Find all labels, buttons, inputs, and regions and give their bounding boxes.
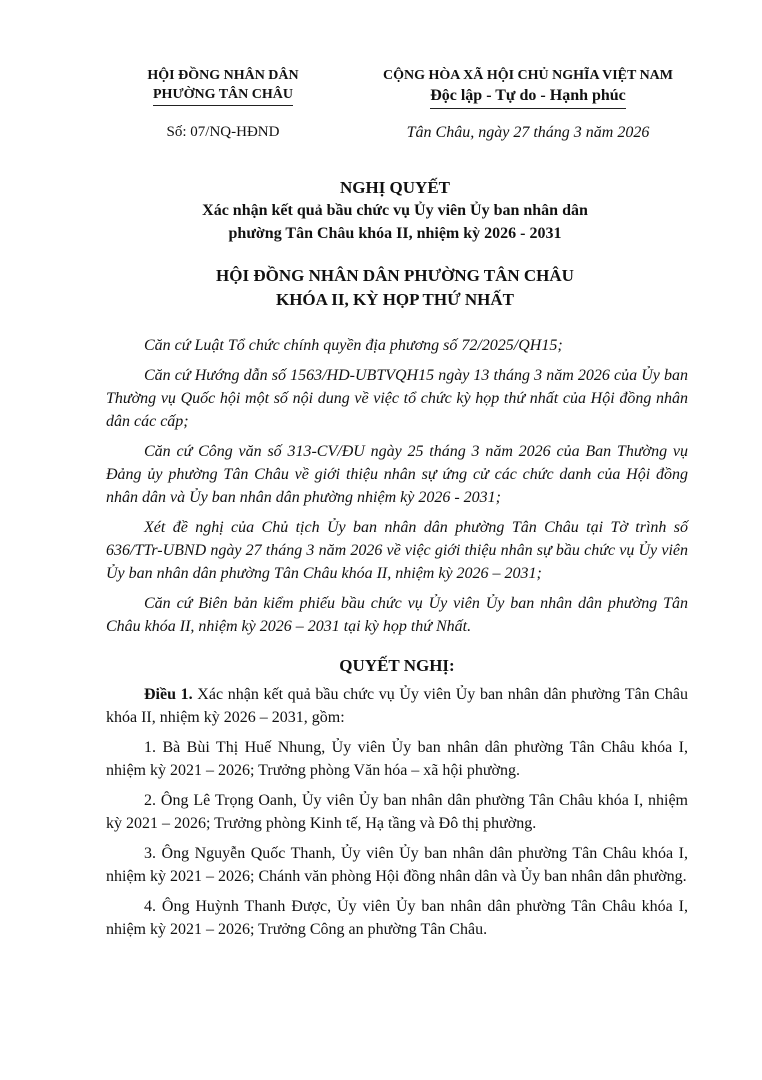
decided-heading: QUYẾT NGHỊ:	[339, 656, 455, 675]
document-number: Số: 07/NQ-HĐND	[166, 124, 280, 140]
issuing-authority	[108, 66, 338, 106]
document-body	[106, 334, 688, 948]
title-line-2: Xác nhận kết quả bầu chức vụ Ủy viên Ủy ban nhân dân	[202, 202, 588, 219]
basis-paragraph: Căn cứ Luật Tổ chức chính quyền địa phương số 72/2025/QH15;	[144, 337, 563, 354]
member-item: 4. Ông Huỳnh Thanh Được, Ủy viên Ủy ban nhân dân phường Tân Châu khóa I, nhiệm kỳ 2021 – 2026; Trưởng Công an phường Tân Châu.	[106, 898, 688, 938]
national-motto: Độc lập - Tự do - Hạnh phúc	[430, 85, 626, 109]
place-and-date: Tân Châu, ngày 27 tháng 3 năm 2026	[406, 124, 650, 141]
basis-paragraph: Căn cứ Biên bản kiểm phiếu bầu chức vụ Ủy viên Ủy ban nhân dân phường Tân Châu khóa II, nhiệm kỳ 2026 – 2031 tại kỳ họp thứ Nhất.	[106, 595, 688, 635]
title-line-1: NGHỊ QUYẾT	[339, 178, 451, 197]
member-item: 1. Bà Bùi Thị Huế Nhung, Ủy viên Ủy ban nhân dân phường Tân Châu khóa I, nhiệm kỳ 2021 – 2026; Trưởng phòng Văn hóa – xã hội phường.	[106, 739, 688, 779]
basis-paragraph: Căn cứ Hướng dẫn số 1563/HD-UBTVQH15 ngày 13 tháng 3 năm 2026 của Ủy ban Thường vụ Quốc hội một số nội dung về việc tổ chức kỳ họp thứ nhất của Hội đồng nhân dân các cấp;	[106, 367, 688, 430]
authority-line-1: HỘI ĐỒNG NHÂN DÂN	[147, 68, 299, 83]
council-line-2: KHÓA II, KỲ HỌP THỨ NHẤT	[275, 290, 515, 309]
document-title	[100, 176, 690, 245]
authority-line-2: PHƯỜNG TÂN CHÂU	[153, 85, 293, 106]
title-line-3: phường Tân Châu khóa II, nhiệm kỳ 2026 - 2031	[228, 225, 562, 242]
basis-paragraph: Căn cứ Công văn số 313-CV/ĐU ngày 25 tháng 3 năm 2026 của Ban Thường vụ Đảng ủy phường Tân Châu về giới thiệu nhân sự ứng cử các chức danh của Hội đồng nhân dân và Ủy ban nhân dân phường nhiệm kỳ 2026 - 2031;	[106, 443, 688, 506]
article-1-text: Xác nhận kết quả bầu chức vụ Ủy viên Ủy ban nhân dân phường Tân Châu khóa II, nhiệm kỳ 2026 – 2031, gồm:	[106, 686, 689, 726]
council-line-1: HỘI ĐỒNG NHÂN DÂN PHƯỜNG TÂN CHÂU	[216, 266, 574, 285]
council-heading	[100, 264, 690, 312]
basis-paragraph: Xét đề nghị của Chủ tịch Ủy ban nhân dân phường Tân Châu tại Tờ trình số 636/TTr-UBND ngày 27 tháng 3 năm 2026 về việc giới thiệu nhân sự bầu chức vụ Ủy viên Ủy ban nhân dân phường Tân Châu khóa II, nhiệm kỳ 2026 – 2031;	[106, 519, 688, 582]
national-header	[352, 66, 704, 109]
member-item: 2. Ông Lê Trọng Oanh, Ủy viên Ủy ban nhân dân phường Tân Châu khóa I, nhiệm kỳ 2021 – 2026; Trưởng phòng Kinh tế, Hạ tầng và Đô thị phường.	[106, 792, 688, 832]
article-1	[106, 683, 688, 729]
article-1-label: Điều 1.	[144, 686, 193, 703]
member-item: 3. Ông Nguyễn Quốc Thanh, Ủy viên Ủy ban nhân dân phường Tân Châu khóa I, nhiệm kỳ 2021 – 2026; Chánh văn phòng Hội đồng nhân dân và Ủy ban nhân dân phường.	[106, 845, 688, 885]
national-title: CỘNG HÒA XÃ HỘI CHỦ NGHĨA VIỆT NAM	[382, 68, 673, 83]
